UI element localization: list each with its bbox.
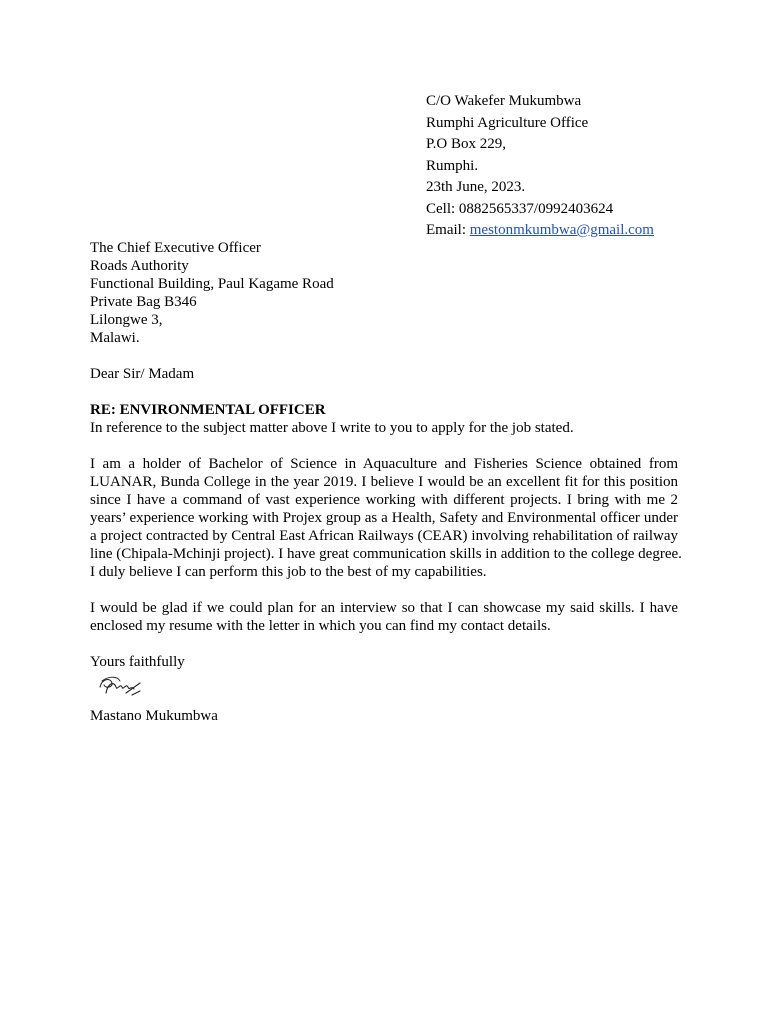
paragraph-qualifications — [90, 455, 682, 581]
closing: Yours faithfully — [90, 654, 185, 670]
paragraph-line: enclosed my resume with the letter in which you can find my contact details. — [90, 618, 551, 634]
paragraph-line: I am a holder of Bachelor of Science in Aquaculture and Fisheries Science obtained from — [90, 456, 678, 472]
paragraph-line: line (Chipala-Mchinji project). I have great communication skills in addition to the college degree. — [90, 546, 682, 562]
sender-town: Rumphi. — [426, 157, 479, 174]
recipient-building: Functional Building, Paul Kagame Road — [90, 276, 334, 292]
sender-address-block — [426, 91, 746, 242]
letter-body — [90, 239, 682, 725]
sender-email-label: Email: — [426, 222, 470, 238]
sender-po-box: P.O Box 229, — [426, 136, 507, 152]
letter-date: 23th June, 2023. — [426, 179, 526, 195]
recipient-city: Lilongwe 3, — [90, 312, 163, 328]
paragraph-line: LUANAR, Bunda College in the year 2019. I believe I would be an excellent fit for this position — [90, 474, 678, 490]
recipient-title: The Chief Executive Officer — [90, 240, 261, 256]
sender-office: Rumphi Agriculture Office — [426, 114, 589, 131]
paragraph-line: since I have a command of vast experience working with different projects. I bring with me 2 — [90, 492, 678, 508]
paragraph-line: a project contracted by Central East African Railways (CEAR) involving rehabilitation of railway — [90, 528, 678, 544]
recipient-country: Malawi. — [90, 330, 140, 346]
salutation: Dear Sir/ Madam — [90, 366, 195, 382]
sender-care-of: C/O Wakefer Mukumbwa — [426, 93, 582, 109]
sender-cell: Cell: 0882565337/0992403624 — [426, 200, 614, 217]
subject-line: RE: ENVIRONMENTAL OFFICER — [90, 402, 326, 418]
paragraph-interview — [90, 599, 678, 635]
paragraph-line: I duly believe I can perform this job to the best of my capabilities. — [90, 564, 487, 580]
paragraph-line: I would be glad if we could plan for an interview so that I can showcase my said skills. I have — [90, 600, 678, 616]
handwritten-signature — [90, 671, 678, 707]
recipient-bag: Private Bag B346 — [90, 294, 197, 310]
intro-sentence: In reference to the subject matter above I write to you to apply for the job stated. — [90, 420, 574, 436]
recipient-address-block — [90, 239, 678, 347]
signature-icon — [96, 673, 144, 701]
sender-email-link[interactable]: mestonmkumbwa@gmail.com — [469, 222, 654, 238]
signatory-name: Mastano Mukumbwa — [90, 708, 218, 724]
recipient-organisation: Roads Authority — [90, 258, 189, 274]
paragraph-line: years’ experience working with Projex group as a Health, Safety and Environmental officer under — [90, 510, 678, 526]
